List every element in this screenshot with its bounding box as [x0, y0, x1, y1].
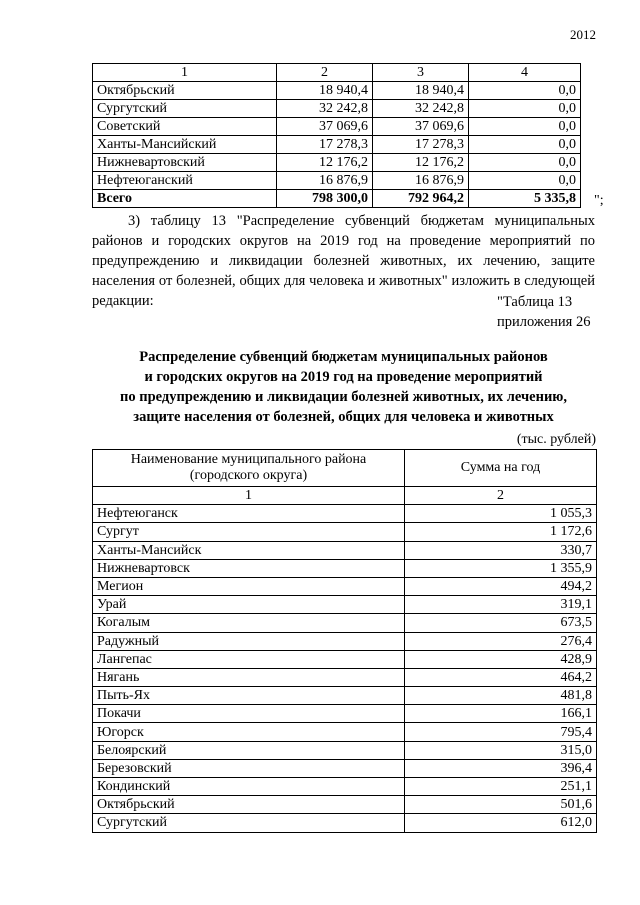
cell-name: Сургутский [93, 100, 277, 118]
column-number: 4 [469, 64, 581, 82]
table-header-row [93, 450, 597, 487]
cell-value: 18 940,4 [277, 82, 373, 100]
cell-value: 1 355,9 [405, 559, 597, 577]
column-number: 2 [277, 64, 373, 82]
cell-value: 1 055,3 [405, 505, 597, 523]
cell-value: 0,0 [469, 136, 581, 154]
cell-name: Радужный [93, 632, 405, 650]
cell-value: 18 940,4 [373, 82, 469, 100]
cell-value: 0,0 [469, 118, 581, 136]
total-row [93, 190, 581, 208]
title-line: Распределение субвенций бюджетам муниципальных районов [139, 349, 548, 365]
table-row [93, 82, 581, 100]
caption-line: "Таблица 13 [497, 294, 573, 310]
cell-name: Советский [93, 118, 277, 136]
cell-value: 16 876,9 [373, 172, 469, 190]
cell-value: 251,1 [405, 778, 597, 796]
cell-value: 17 278,3 [277, 136, 373, 154]
table-row [93, 577, 597, 595]
cell-value: 798 300,0 [277, 190, 373, 208]
cell-value: 0,0 [469, 100, 581, 118]
table-row [93, 741, 597, 759]
cell-value: 12 176,2 [277, 154, 373, 172]
cell-name: Когалым [93, 614, 405, 632]
cell-value: 795,4 [405, 723, 597, 741]
header-municipality: Наименование муниципального района (городского округа) [93, 450, 405, 487]
subvention-distribution-table [92, 449, 597, 833]
table-closing-quote: "; [594, 193, 604, 208]
allocation-table-continued [92, 63, 581, 208]
cell-name: Нижневартовск [93, 559, 405, 577]
column-number: 1 [93, 64, 277, 82]
table-row [93, 172, 581, 190]
table-row [93, 632, 597, 650]
cell-name: Мегион [93, 577, 405, 595]
cell-value: 481,8 [405, 687, 597, 705]
cell-name: Нижневартовский [93, 154, 277, 172]
cell-value: 276,4 [405, 632, 597, 650]
cell-value: 330,7 [405, 541, 597, 559]
table-row [93, 541, 597, 559]
cell-value: 37 069,6 [373, 118, 469, 136]
column-number: 1 [93, 487, 405, 505]
units-label: (тыс. рублей) [516, 432, 596, 447]
title-line: по предупреждению и ликвидации болезней животных, их лечению, [119, 389, 568, 405]
cell-name: Нефтеюганский [93, 172, 277, 190]
cell-value: 612,0 [405, 814, 597, 832]
cell-value: 5 335,8 [469, 190, 581, 208]
table-row [93, 136, 581, 154]
cell-name: Нефтеюганск [93, 505, 405, 523]
table-row [93, 154, 581, 172]
cell-value: 32 242,8 [277, 100, 373, 118]
table-row [93, 668, 597, 686]
table-row [93, 814, 597, 832]
cell-name: Березовский [93, 759, 405, 777]
cell-name: Октябрьский [93, 796, 405, 814]
table-row [93, 759, 597, 777]
table-header-row [93, 64, 581, 82]
cell-value: 12 176,2 [373, 154, 469, 172]
cell-name: Югорск [93, 723, 405, 741]
cell-name: Кондинский [93, 778, 405, 796]
table-row [93, 614, 597, 632]
table-row [93, 523, 597, 541]
table-row [93, 723, 597, 741]
cell-name: Урай [93, 596, 405, 614]
column-number-row [93, 487, 597, 505]
cell-value: 37 069,6 [277, 118, 373, 136]
cell-value: 17 278,3 [373, 136, 469, 154]
cell-value: 792 964,2 [373, 190, 469, 208]
column-number: 3 [373, 64, 469, 82]
table-row [93, 118, 581, 136]
cell-name: Нягань [93, 668, 405, 686]
cell-value: 32 242,8 [373, 100, 469, 118]
table-row [93, 596, 597, 614]
cell-name: Покачи [93, 705, 405, 723]
cell-value: 166,1 [405, 705, 597, 723]
cell-name: Лангепас [93, 650, 405, 668]
table-row [93, 505, 597, 523]
cell-value: 0,0 [469, 154, 581, 172]
cell-value: 315,0 [405, 741, 597, 759]
table-row [93, 778, 597, 796]
table-caption [497, 292, 590, 332]
cell-value: 428,9 [405, 650, 597, 668]
cell-name: Сургут [93, 523, 405, 541]
title-line: защите населения от болезней, общих для человека и животных [133, 409, 554, 425]
cell-value: 0,0 [469, 172, 581, 190]
column-number: 2 [405, 487, 597, 505]
table-row [93, 100, 581, 118]
table-row [93, 559, 597, 577]
cell-value: 673,5 [405, 614, 597, 632]
caption-line: приложения 26 [497, 314, 591, 330]
cell-value: 464,2 [405, 668, 597, 686]
cell-name: Белоярский [93, 741, 405, 759]
cell-name: Пыть-Ях [93, 687, 405, 705]
table-row [93, 796, 597, 814]
cell-name: Сургутский [93, 814, 405, 832]
cell-value: 1 172,6 [405, 523, 597, 541]
cell-name: Всего [93, 190, 277, 208]
cell-name: Октябрьский [93, 82, 277, 100]
cell-value: 494,2 [405, 577, 597, 595]
cell-value: 319,1 [405, 596, 597, 614]
cell-value: 16 876,9 [277, 172, 373, 190]
cell-name: Ханты-Мансийский [93, 136, 277, 154]
table-row [93, 650, 597, 668]
cell-value: 0,0 [469, 82, 581, 100]
table-row [93, 705, 597, 723]
header-amount: Сумма на год [405, 450, 597, 487]
title-line: и городских округов на 2019 год на проведение мероприятий [144, 369, 543, 385]
table-title [92, 347, 595, 427]
cell-value: 501,6 [405, 796, 597, 814]
cell-name: Ханты-Мансийск [93, 541, 405, 559]
table-row [93, 687, 597, 705]
page-number: 2012 [570, 27, 596, 42]
cell-value: 396,4 [405, 759, 597, 777]
paragraph-text: 3) таблицу 13 "Распределение субвенций бюджетам муниципальных районов и городских округов на 2019 год на проведение мероприятий по предупреждению и ликвидации болезней животных, их лечению, защите населения от болезней, общих для человека и животных" изложить в следующей редакции: [92, 213, 595, 309]
